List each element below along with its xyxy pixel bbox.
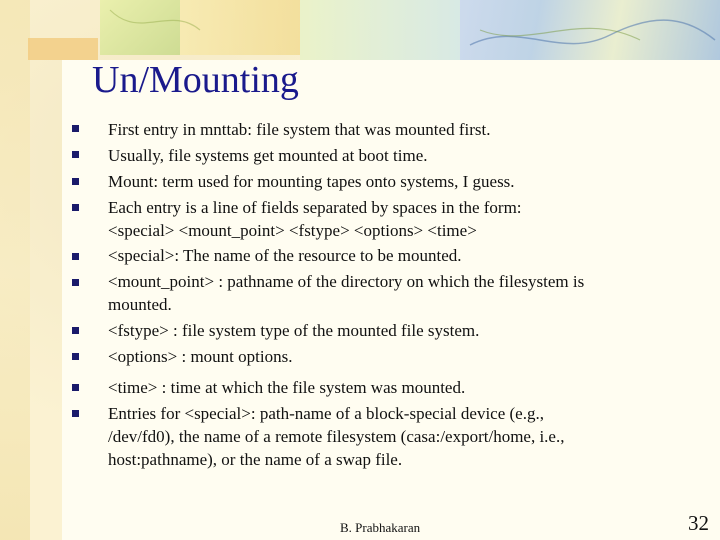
list-item-text: <options> : mount options.	[108, 347, 293, 366]
bullet-marker	[72, 410, 79, 417]
bullet-marker	[72, 279, 79, 286]
list-item-text: /dev/fd0), the name of a remote filesystem (casa:/export/home, i.e.,	[108, 427, 565, 446]
bullet-marker	[72, 253, 79, 260]
bullet-marker	[72, 178, 79, 185]
list-item	[108, 118, 688, 141]
list-item-text: Each entry is a line of fields separated by spaces in the form:	[108, 198, 522, 217]
bullet-marker	[72, 384, 79, 391]
list-item	[108, 196, 688, 242]
list-item	[108, 270, 688, 316]
list-item	[108, 244, 688, 267]
list-item-text: host:pathname), or the name of a swap file.	[108, 450, 403, 469]
list-item-text: Entries for <special>: path-name of a block-special device (e.g.,	[108, 404, 544, 423]
list-item-text: <time> : time at which the file system was mounted.	[108, 378, 466, 397]
list-item-text: <mount_point> : pathname of the directory on which the filesystem is	[108, 272, 585, 291]
bullet-marker	[72, 204, 79, 211]
list-item	[108, 345, 688, 368]
list-item-text: mounted.	[108, 295, 172, 314]
list-item	[108, 376, 688, 399]
list-item	[108, 144, 688, 167]
bullet-marker	[72, 151, 79, 158]
slide-title: Un/Mounting	[92, 59, 299, 101]
bullet-marker	[72, 353, 79, 360]
list-item-text: <special> <mount_point> <fstype> <options> <time>	[108, 221, 477, 240]
footer-author: B. Prabhakaran	[340, 520, 421, 535]
list-item-text: <fstype> : file system type of the mounted file system.	[108, 321, 480, 340]
list-item	[108, 170, 688, 193]
bullet-marker	[72, 125, 79, 132]
list-item	[108, 319, 688, 342]
list-item-text: Mount: term used for mounting tapes onto systems, I guess.	[108, 172, 515, 191]
list-item-text: First entry in mnttab: file system that was mounted first.	[108, 120, 491, 139]
list-item	[108, 402, 688, 471]
list-item-text: <special>: The name of the resource to be mounted.	[108, 246, 462, 265]
list-item-text: Usually, file systems get mounted at boot time.	[108, 146, 428, 165]
page-number: 32	[688, 511, 709, 535]
bullet-marker	[72, 327, 79, 334]
